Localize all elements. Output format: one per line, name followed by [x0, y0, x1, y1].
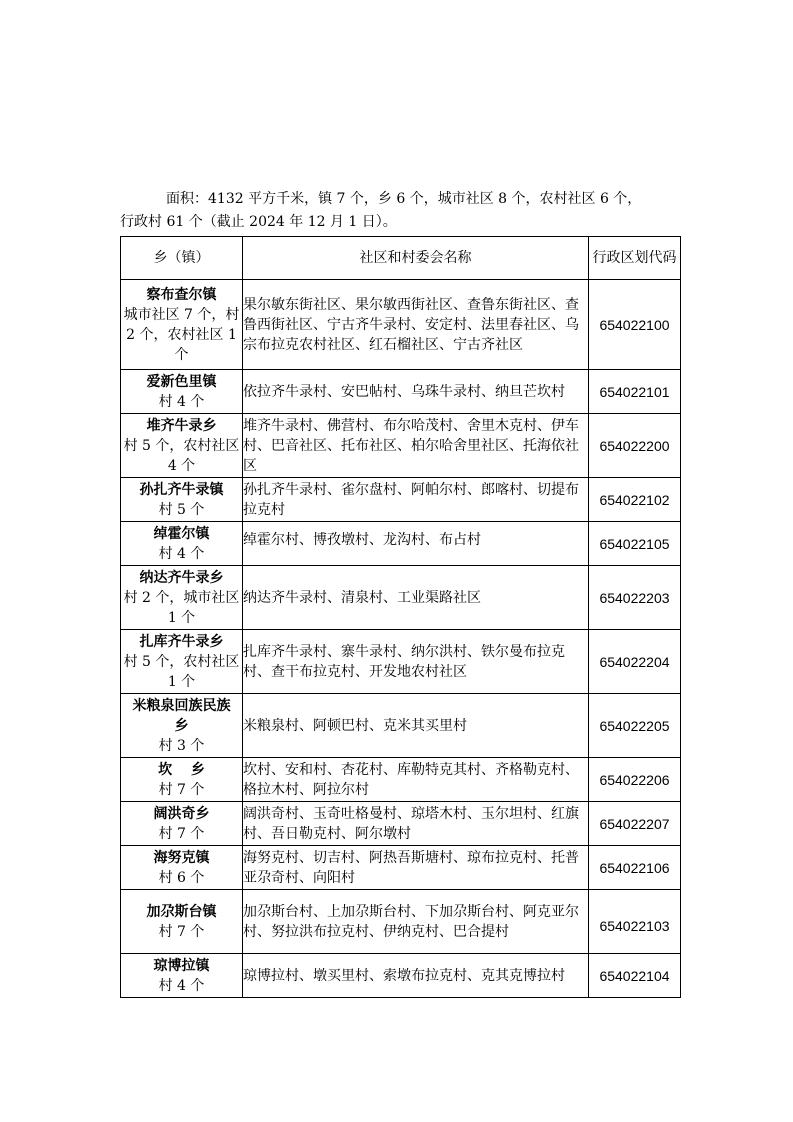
division-code: 654022206	[589, 758, 681, 802]
town-count: 村 4 个	[158, 977, 205, 994]
community-names: 海努克村、切吉村、阿热吾斯塘村、琼布拉克村、托普亚尕奇村、向阳村	[243, 846, 589, 890]
division-code: 654022103	[589, 890, 681, 954]
table-row	[121, 694, 681, 758]
town-count: 村 5 个	[158, 501, 205, 518]
town-name: 海努克镇	[153, 849, 210, 866]
town-name: 琼博拉镇	[153, 957, 210, 974]
division-code: 654022101	[589, 370, 681, 414]
community-names: 果尔敏东街社区、果尔敏西街社区、查鲁东街社区、查鲁西街社区、宁古齐牛录村、安定村、法里春社区、乌宗布拉克农村社区、红石榴社区、宁古齐社区	[243, 280, 589, 370]
town-name: 察布查尔镇	[146, 286, 217, 303]
town-count: 村 2 个，城市社区 1 个	[123, 589, 240, 626]
town-cell	[121, 954, 243, 998]
division-code: 654022100	[589, 280, 681, 370]
town-name: 加尕斯台镇	[146, 903, 217, 920]
division-code: 654022105	[589, 522, 681, 566]
town-count: 村 5 个，农村社区 4 个	[123, 437, 240, 474]
town-name: 堆齐牛录乡	[146, 417, 217, 434]
town-count: 村 4 个	[158, 393, 205, 410]
division-code: 654022104	[589, 954, 681, 998]
division-code: 654022205	[589, 694, 681, 758]
town-name: 爱新色里镇	[146, 373, 217, 390]
town-cell	[121, 758, 243, 802]
town-cell	[121, 522, 243, 566]
division-code: 654022203	[589, 566, 681, 630]
table-row	[121, 370, 681, 414]
community-names: 堆齐牛录村、佛营村、布尔哈茂村、舍里木克村、伊车村、巴音社区、托布社区、柏尔哈舍里社区、托海依社区	[243, 414, 589, 478]
table-row	[121, 478, 681, 522]
intro-paragraph	[120, 188, 680, 234]
town-cell	[121, 694, 243, 758]
community-names: 孙扎齐牛录村、雀尔盘村、阿帕尔村、郎喀村、切提布拉克村	[243, 478, 589, 522]
intro-line-2: 行政村 61 个（截止 2024 年 12 月 1 日）。	[120, 214, 397, 230]
community-names: 阔洪奇村、玉奇吐格曼村、琼塔木村、玉尔坦村、红旗村、吾日勒克村、阿尔墩村	[243, 802, 589, 846]
town-name: 米粮泉回族民族乡	[132, 697, 231, 734]
table-row	[121, 414, 681, 478]
town-count: 村 4 个	[158, 545, 205, 562]
town-cell	[121, 846, 243, 890]
community-names: 纳达齐牛录村、清泉村、工业渠路社区	[243, 566, 589, 630]
table-row	[121, 846, 681, 890]
table-row	[121, 566, 681, 630]
town-count: 村 7 个	[158, 781, 205, 798]
division-code: 654022207	[589, 802, 681, 846]
town-count: 村 3 个	[158, 737, 205, 754]
town-cell	[121, 478, 243, 522]
town-cell	[121, 280, 243, 370]
town-count: 城市社区 7 个，村 2 个，农村社区 1 个	[123, 306, 240, 363]
town-cell	[121, 630, 243, 694]
town-name: 坎 乡	[158, 761, 205, 778]
town-count: 村 7 个	[158, 825, 205, 842]
table-row	[121, 890, 681, 954]
community-names: 加尕斯台村、上加尕斯台村、下加尕斯台村、阿克亚尔村、努拉洪布拉克村、伊纳克村、巴合提村	[243, 890, 589, 954]
community-names: 依拉齐牛录村、安巴帖村、乌珠牛录村、纳旦芒坎村	[243, 370, 589, 414]
town-name: 扎库齐牛录乡	[139, 633, 224, 650]
division-code: 654022106	[589, 846, 681, 890]
table-row	[121, 630, 681, 694]
division-code: 654022200	[589, 414, 681, 478]
community-names: 坎村、安和村、杏花村、库勒特克其村、齐格勒克村、格拉木村、阿拉尔村	[243, 758, 589, 802]
town-count: 村 7 个	[158, 923, 205, 940]
town-name: 绰霍尔镇	[153, 525, 210, 542]
table-row	[121, 802, 681, 846]
town-cell	[121, 566, 243, 630]
intro-line-1: 面积：4132 平方千米，镇 7 个，乡 6 个，城市社区 8 个，农村社区 6 个，	[166, 191, 642, 207]
division-code: 654022204	[589, 630, 681, 694]
community-names: 琼博拉村、墩买里村、索墩布拉克村、克其克博拉村	[243, 954, 589, 998]
table-row	[121, 280, 681, 370]
header-code: 行政区划代码	[589, 237, 681, 280]
admin-division-table	[120, 236, 681, 998]
division-code: 654022102	[589, 478, 681, 522]
header-names: 社区和村委会名称	[243, 237, 589, 280]
town-count: 村 6 个	[158, 869, 205, 886]
town-name: 阔洪奇乡	[153, 805, 210, 822]
community-names: 绰霍尔村、博孜墩村、龙沟村、布占村	[243, 522, 589, 566]
town-cell	[121, 414, 243, 478]
town-name: 纳达齐牛录乡	[139, 569, 224, 586]
community-names: 扎库齐牛录村、寨牛录村、纳尔洪村、铁尔曼布拉克村、查干布拉克村、开发地农村社区	[243, 630, 589, 694]
town-name: 孙扎齐牛录镇	[139, 481, 224, 498]
table-row	[121, 954, 681, 998]
town-cell	[121, 802, 243, 846]
community-names: 米粮泉村、阿顿巴村、克米其买里村	[243, 694, 589, 758]
header-town: 乡（镇）	[121, 237, 243, 280]
town-count: 村 5 个，农村社区 1 个	[123, 653, 240, 690]
table-row	[121, 522, 681, 566]
town-cell	[121, 370, 243, 414]
table-row	[121, 758, 681, 802]
town-cell	[121, 890, 243, 954]
table-header-row	[121, 237, 681, 280]
